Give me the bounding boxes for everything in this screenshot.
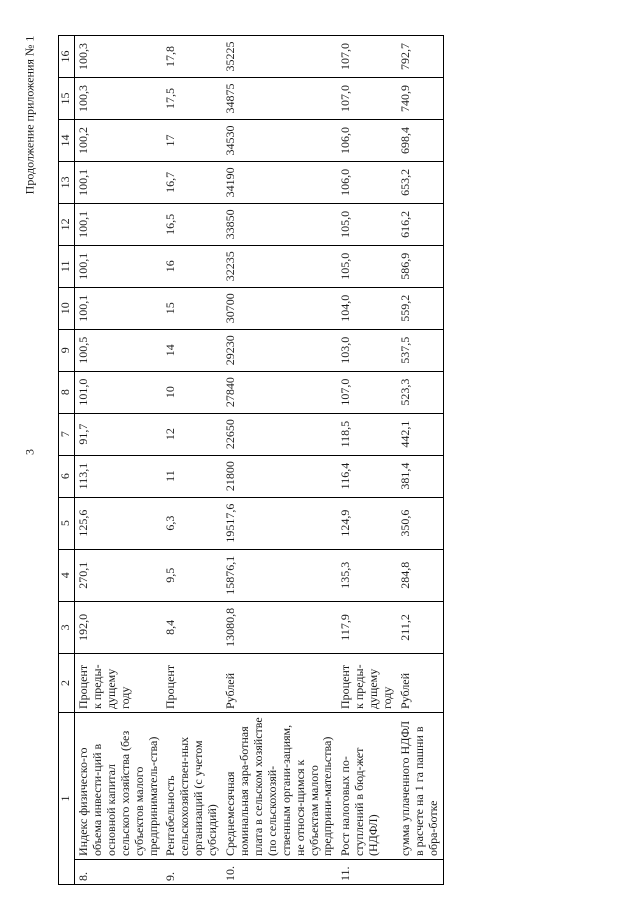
value-cell: 9,5 [162,549,222,601]
value-cell: 107,0 [337,371,397,413]
column-header: 16 [59,36,75,78]
value-cell: 22650 [222,413,337,455]
value-cell: 381,4 [397,455,443,497]
column-header: 8 [59,371,75,413]
column-header: 9 [59,329,75,371]
row-number: 9. [162,860,222,885]
table-body [75,36,444,885]
value-cell: 32235 [222,245,337,287]
value-cell: 192,0 [75,601,163,653]
value-cell: 350,6 [397,497,443,549]
value-cell: 270,1 [75,549,163,601]
value-cell: 442,1 [397,413,443,455]
value-cell: 91,7 [75,413,163,455]
value-cell: 559,2 [397,287,443,329]
value-cell: 116,4 [337,455,397,497]
value-cell: 740,9 [397,78,443,120]
data-table [58,35,444,885]
value-cell: 100,3 [75,36,163,78]
row-number: 11. [337,860,397,885]
column-header: 6 [59,455,75,497]
value-cell: 17 [162,119,222,161]
value-cell: 105,0 [337,203,397,245]
indicator-name: Индекс физическо-го объема инвести-ций в основной капитал сельского хозяйства (без субъектов малого предприниматель-ства) [75,713,163,860]
value-cell: 117,9 [337,601,397,653]
column-header: 1 [59,713,75,885]
value-cell: 106,0 [337,119,397,161]
indicator-name: Среднемесячная номинальная зара-ботная плата в сельском хозяйстве (по сельскохозяй-ственным органи-зациям, не относя-щимся к субъектам малого предприни-мательства) [222,713,337,860]
table-row [222,36,337,885]
value-cell: 29230 [222,329,337,371]
page-number: 3 [22,449,37,455]
value-cell: 107,0 [337,78,397,120]
value-cell: 15876,1 [222,549,337,601]
value-cell: 653,2 [397,161,443,203]
column-header: 5 [59,497,75,549]
indicator-name: Рентабельность сельскохозяйствен-ных организаций (с учетом субсидий) [162,713,222,860]
column-header: 13 [59,161,75,203]
value-cell: 34530 [222,119,337,161]
row-number: 10. [222,860,337,885]
unit: Процент к преды-дущему году [75,654,163,713]
value-cell: 586,9 [397,245,443,287]
value-cell: 8,4 [162,601,222,653]
value-cell: 21800 [222,455,337,497]
column-header: 15 [59,78,75,120]
value-cell: 523,3 [397,371,443,413]
column-header: 12 [59,203,75,245]
value-cell: 100,1 [75,161,163,203]
value-cell: 100,3 [75,78,163,120]
value-cell: 125,6 [75,497,163,549]
value-cell: 103,0 [337,329,397,371]
column-header: 2 [59,654,75,713]
value-cell: 107,0 [337,36,397,78]
table-row [162,36,222,885]
indicator-name: сумма уплаченного НДФЛ в расчете на 1 га пашни в обра-ботке [397,713,443,860]
value-cell: 17,8 [162,36,222,78]
value-cell: 100,2 [75,119,163,161]
value-cell: 113,1 [75,455,163,497]
column-header: 10 [59,287,75,329]
column-header: 11 [59,245,75,287]
value-cell: 211,2 [397,601,443,653]
table-row [337,36,397,885]
value-cell: 34875 [222,78,337,120]
column-header: 7 [59,413,75,455]
unit: Рублей [397,654,443,713]
value-cell: 100,1 [75,287,163,329]
appendix-continuation-note: Продолжение приложения № 1 [22,35,37,195]
unit: Процент [162,654,222,713]
value-cell: 105,0 [337,245,397,287]
row-number [397,860,443,885]
value-cell: 6,3 [162,497,222,549]
value-cell: 284,8 [397,549,443,601]
value-cell: 100,5 [75,329,163,371]
value-cell: 101,0 [75,371,163,413]
value-cell: 616,2 [397,203,443,245]
value-cell: 118,5 [337,413,397,455]
value-cell: 12 [162,413,222,455]
rotated-table-container [58,35,628,885]
value-cell: 124,9 [337,497,397,549]
value-cell: 698,4 [397,119,443,161]
value-cell: 30700 [222,287,337,329]
table-row [75,36,163,885]
value-cell: 33850 [222,203,337,245]
value-cell: 16,7 [162,161,222,203]
value-cell: 27840 [222,371,337,413]
value-cell: 34190 [222,161,337,203]
value-cell: 10 [162,371,222,413]
unit: Процент к преды-дущему году [337,654,397,713]
table-row [397,36,443,885]
value-cell: 16 [162,245,222,287]
value-cell: 135,3 [337,549,397,601]
value-cell: 15 [162,287,222,329]
value-cell: 537,5 [397,329,443,371]
column-header: 14 [59,119,75,161]
value-cell: 792,7 [397,36,443,78]
value-cell: 14 [162,329,222,371]
value-cell: 100,1 [75,245,163,287]
indicator-name: Рост налоговых по-ступлений в бюд-жет (НДФЛ) [337,713,397,860]
column-number-row [59,36,75,885]
value-cell: 16,5 [162,203,222,245]
value-cell: 106,0 [337,161,397,203]
column-header: 4 [59,549,75,601]
value-cell: 17,5 [162,78,222,120]
value-cell: 100,1 [75,203,163,245]
row-number: 8. [75,860,163,885]
value-cell: 11 [162,455,222,497]
value-cell: 35225 [222,36,337,78]
column-header: 3 [59,601,75,653]
value-cell: 104,0 [337,287,397,329]
value-cell: 13080,8 [222,601,337,653]
value-cell: 19517,6 [222,497,337,549]
unit: Рублей [222,654,337,713]
